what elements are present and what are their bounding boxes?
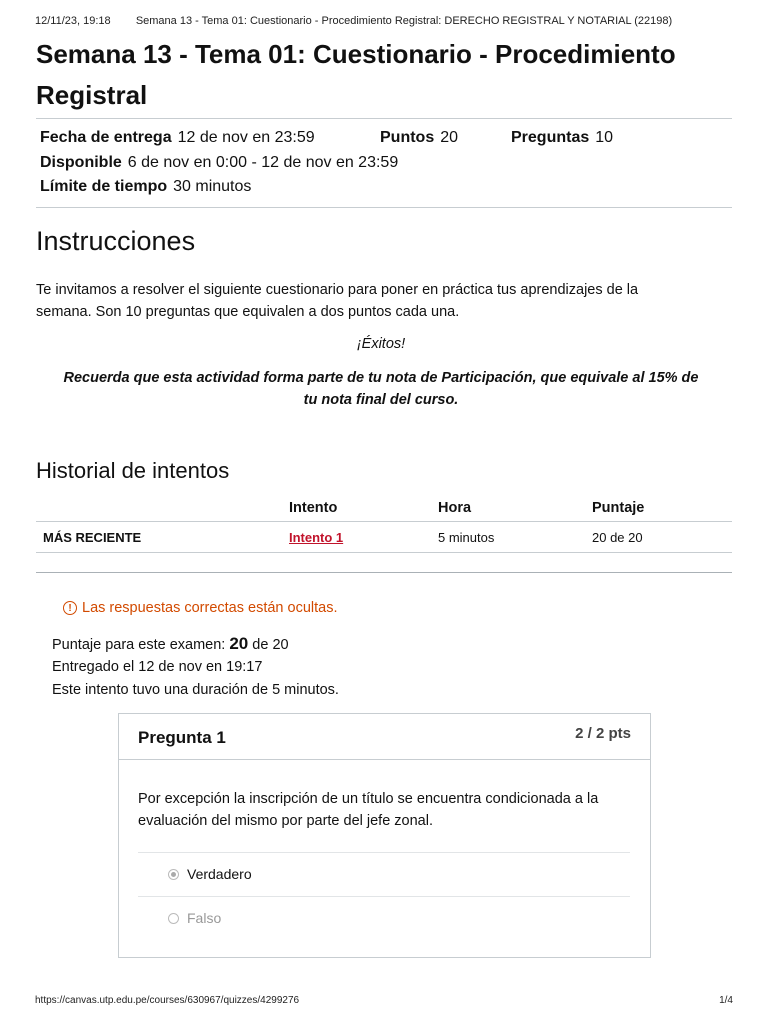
attempt-score: 20 de 20: [592, 530, 643, 545]
points-label: Puntos: [380, 129, 435, 146]
exitos-text: ¡Éxitos!: [356, 336, 406, 352]
history-heading: Historial de intentos: [36, 458, 230, 483]
question-text: [138, 788, 638, 832]
answer-divider: [138, 896, 630, 897]
hidden-answers-warning: [63, 600, 338, 616]
warning-text: Las respuestas correctas están ocultas.: [82, 600, 338, 616]
points-value: 20: [440, 129, 459, 146]
quiz-meta-time: [40, 178, 251, 196]
print-url: https://canvas.utp.edu.pe/courses/630967/quizzes/4299276: [35, 995, 300, 1006]
instructions-text: [36, 279, 726, 323]
divider: [36, 118, 732, 119]
answer-option-false[interactable]: [168, 910, 221, 926]
column-header-time: Hora: [438, 500, 472, 516]
quiz-meta-due: [40, 129, 315, 147]
note-line: tu nota final del curso.: [303, 392, 459, 408]
score-summary: [52, 634, 289, 654]
due-label: Fecha de entrega: [40, 129, 172, 146]
available-label: Disponible: [40, 154, 122, 171]
score-prefix: Puntaje para este examen:: [52, 637, 226, 653]
instructions-heading: Instrucciones: [36, 226, 196, 256]
radio-unselected-icon[interactable]: [168, 913, 179, 924]
note-line: Recuerda que esta actividad forma parte de tu nota de Participación, que equivale al 15% de: [63, 370, 699, 386]
question-title: Pregunta 1: [138, 728, 226, 747]
question-points: 2 / 2 pts: [575, 725, 631, 742]
column-header-score: Puntaje: [592, 500, 645, 516]
duration-text: Este intento tuvo una duración de 5 minutos.: [52, 682, 339, 698]
table-divider: [36, 521, 732, 522]
print-footer: [35, 995, 733, 1006]
column-header-attempt: Intento: [289, 500, 338, 516]
divider: [36, 572, 732, 573]
answer-option-true[interactable]: [168, 866, 252, 882]
row-label: MÁS RECIENTE: [43, 530, 142, 545]
score-value: 20: [229, 634, 249, 653]
instructions-line: semana. Son 10 preguntas que equivalen a dos puntos cada una.: [36, 304, 460, 320]
attempt-link[interactable]: Intento 1: [289, 530, 344, 545]
quiz-meta-questions: [511, 129, 613, 147]
question-header: [119, 714, 650, 760]
question-card: [118, 713, 651, 958]
divider: [36, 207, 732, 208]
due-value: 12 de nov en 23:59: [177, 129, 315, 146]
questions-label: Preguntas: [511, 129, 590, 146]
question-line: evaluación del mismo por parte del jefe zonal.: [138, 813, 433, 829]
radio-selected-icon[interactable]: [168, 869, 179, 880]
answer-divider: [138, 852, 630, 853]
print-date: 12/11/23, 19:18: [35, 15, 111, 27]
quiz-meta-points: [380, 129, 458, 147]
question-line: Por excepción la inscripción de un título se encuentra condicionada a la: [138, 791, 599, 807]
warning-icon: !: [63, 601, 77, 615]
answer-label: Falso: [187, 910, 222, 926]
page-title: Semana 13 - Tema 01: Cuestionario - Procedimiento Registral: [36, 39, 676, 110]
submitted-text: Entregado el 12 de nov en 19:17: [52, 659, 263, 675]
quiz-meta-available: [40, 154, 398, 172]
attempt-time: 5 minutos: [438, 530, 495, 545]
print-title: Semana 13 - Tema 01: Cuestionario - Procedimiento Registral: DERECHO REGISTRAL Y NOTARIAL (22198): [135, 15, 673, 27]
available-value: 6 de nov en 0:00 - 12 de nov en 23:59: [127, 154, 399, 171]
answer-label: Verdadero: [187, 866, 252, 882]
time-label: Límite de tiempo: [40, 178, 168, 195]
instructions-line: Te invitamos a resolver el siguiente cuestionario para poner en práctica tus aprendizajes de la: [36, 282, 639, 298]
table-divider: [36, 552, 732, 553]
participation-note: [36, 367, 726, 411]
score-suffix: de 20: [252, 637, 289, 653]
questions-value: 10: [595, 129, 614, 146]
time-value: 30 minutos: [173, 178, 252, 195]
print-page-number: 1/4: [719, 995, 733, 1006]
